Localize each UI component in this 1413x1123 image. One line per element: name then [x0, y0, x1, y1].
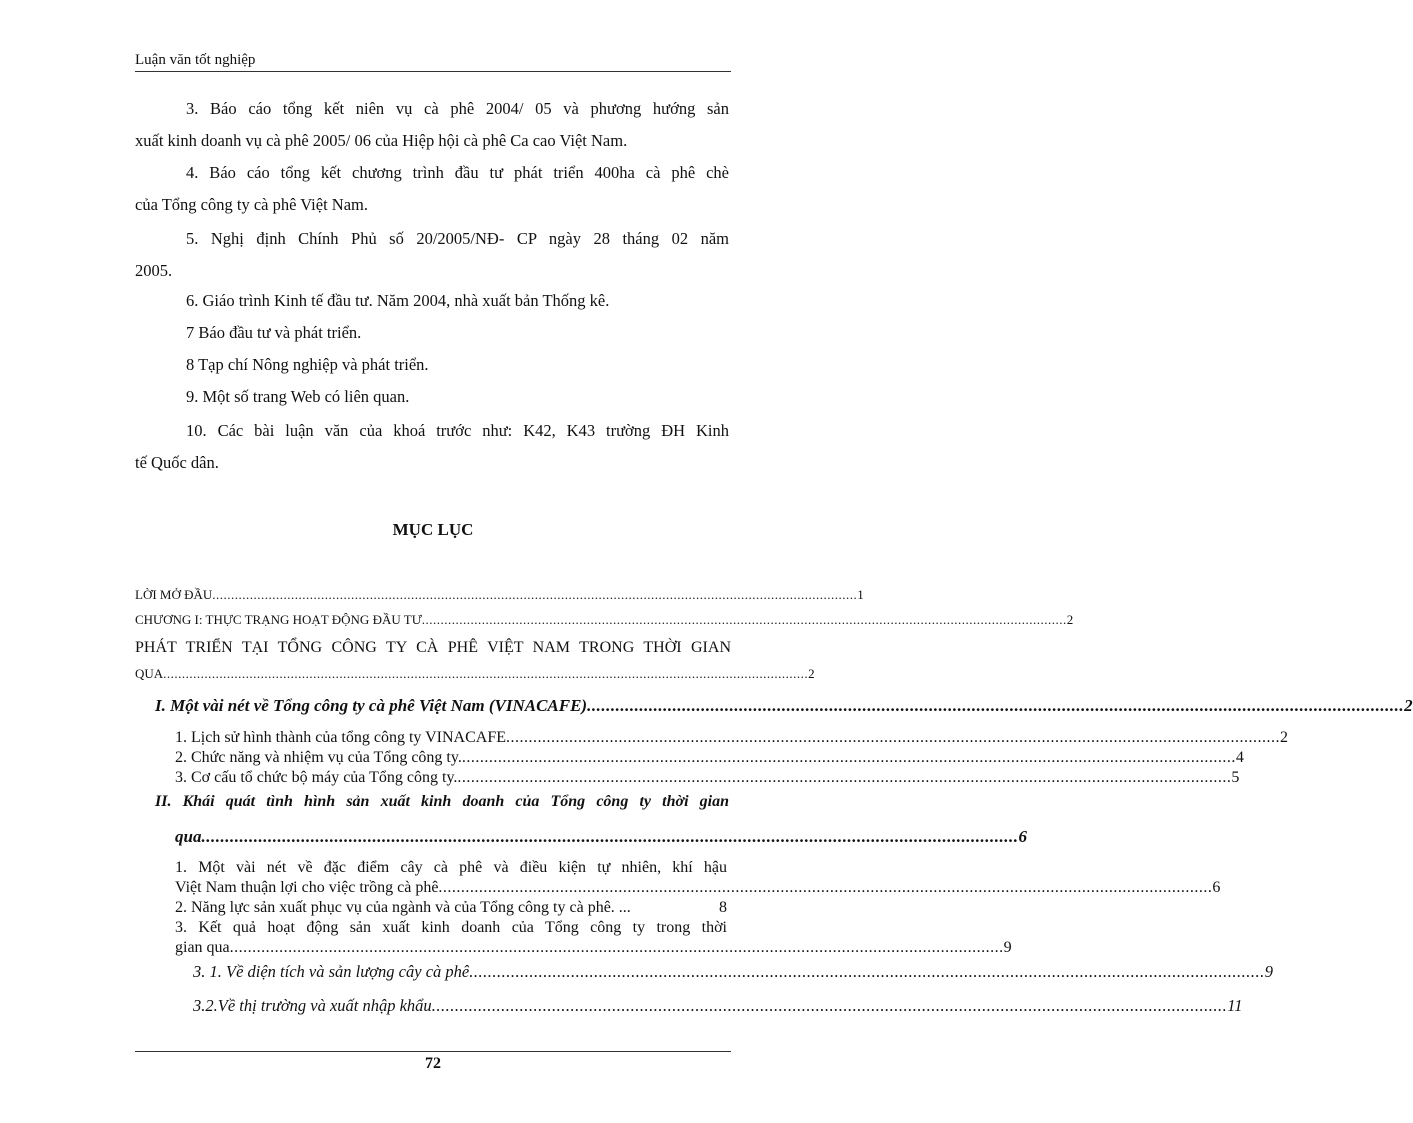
toc-page-number: 2 — [1066, 612, 1074, 627]
toc-title: MỤC LỤC — [392, 520, 474, 539]
toc-page-number: 2 — [1404, 696, 1413, 715]
page-number: 72 — [425, 1055, 441, 1072]
reference-item-continuation: của Tổng công ty cà phê Việt Nam. — [135, 195, 368, 214]
toc-page-number: 9 — [1264, 962, 1273, 981]
toc-entry-text: 3. Cơ cấu tổ chức bộ máy của Tổng công ty. — [175, 769, 458, 786]
reference-item: 9. Một số trang Web có liên quan. — [186, 387, 410, 406]
toc-page-number: 4 — [1235, 749, 1244, 766]
toc-entry-text: Việt Nam thuận lợi cho việc trồng cà phê — [175, 879, 439, 896]
toc-leader-dots: ............................................................................................................................................................................ — [163, 666, 809, 681]
toc-entry-item[interactable] — [175, 748, 1244, 768]
toc-entry-text: 3.2.Về thị trường và xuất nhập khẩu — [193, 996, 432, 1015]
toc-leader-dots: ............................................................................................................................................................................ — [506, 729, 1281, 746]
toc-entry-text: CHƯƠNG I: THỰC TRẠNG HOẠT ĐỘNG ĐẦU TƯ — [135, 612, 422, 627]
toc-entry-chapter-1[interactable] — [135, 611, 1074, 629]
toc-leader-dots: ............................................................................................................................................................................ — [212, 587, 858, 602]
toc-entry-text: I. Một vài nét về Tổng công ty cà phê Việt Nam (VINACAFE) — [155, 696, 588, 715]
reference-item: 10. Các bài luận văn của khoá trước như: K42, K43 trường ĐH Kinh — [186, 421, 729, 440]
toc-entry-text: gian qua — [175, 939, 230, 956]
toc-entry-item[interactable]: 3. Kết quả hoạt động sản xuất kinh doanh của Tổng công ty trong thời — [175, 919, 727, 936]
toc-entry-subitem[interactable] — [193, 996, 1243, 1016]
toc-leader-dots: ............................................................................................................................................................................ — [421, 612, 1067, 627]
toc-entry-text: 3. 1. Về diện tích và sản lượng cây cà phê — [193, 962, 470, 981]
toc-entry-text: qua — [175, 827, 202, 846]
reference-item-continuation: 2005. — [135, 261, 173, 280]
toc-entry-chapter-1-continuation: PHÁT TRIỂN TẠI TỔNG CÔNG TY CÀ PHÊ VIỆT NAM TRONG THỜI GIAN — [135, 639, 731, 656]
toc-leader-dots: ............................................................................................................................................................................ — [461, 749, 1236, 766]
reference-item: 6. Giáo trình Kinh tế đầu tư. Năm 2004, nhà xuất bản Thống kê. — [186, 291, 610, 310]
page-header: Luận văn tốt nghiệp — [135, 52, 256, 68]
footer-rule — [135, 1051, 731, 1052]
toc-entry-text: LỜI MỞ ĐẦU — [135, 587, 213, 602]
toc-leader-dots: ............................................................................................................................................................................ — [229, 939, 1004, 956]
toc-page-number: 11 — [1227, 996, 1243, 1015]
toc-page-number: 6 — [1018, 827, 1027, 846]
toc-entry-text: 2. Chức năng và nhiệm vụ của Tổng công ty. — [175, 749, 462, 766]
toc-leader-dots: ............................................................................................................................................................................ — [469, 962, 1265, 981]
toc-entry-text: 1. Lịch sử hình thành của tổng công ty VINACAFE — [175, 729, 507, 746]
toc-page-number: 2 — [808, 666, 815, 681]
toc-page-number: 2 — [1280, 729, 1289, 746]
toc-page-number: 6 — [1212, 879, 1221, 896]
toc-leader-dots: ............................................................................................................................................................................ — [438, 879, 1213, 896]
toc-entry-intro[interactable] — [135, 586, 864, 604]
reference-item: 7 Báo đầu tư và phát triển. — [186, 323, 362, 342]
toc-entry-chapter-1-end[interactable] — [135, 665, 815, 683]
toc-leader-dots: ............................................................................................................................................................................ — [587, 696, 1405, 715]
toc-entry-item-continuation[interactable] — [175, 878, 1221, 898]
toc-entry-item-continuation[interactable] — [175, 938, 1012, 958]
header-rule — [135, 71, 731, 72]
toc-leader-dots: ............................................................................................................................................................................ — [431, 996, 1228, 1015]
reference-item-continuation: tế Quốc dân. — [135, 453, 219, 472]
toc-page-number: 5 — [1231, 769, 1240, 786]
reference-item: 8 Tạp chí Nông nghiệp và phát triển. — [186, 355, 429, 374]
toc-entry-item[interactable] — [175, 898, 727, 918]
reference-item: 3. Báo cáo tổng kết niên vụ cà phê 2004/ 05 và phương hướng sản — [186, 99, 729, 118]
reference-item-continuation: xuất kinh doanh vụ cà phê 2005/ 06 của Hiệp hội cà phê Ca cao Việt Nam. — [135, 131, 628, 150]
toc-page-number: 1 — [857, 587, 864, 602]
toc-entry-subitem[interactable] — [193, 962, 1273, 982]
toc-entry-text: 2. Năng lực sản xuất phục vụ của ngành và của Tổng công ty cà phê. ... — [175, 899, 631, 916]
toc-leader-dots: ............................................................................................................................................................................ — [201, 827, 1019, 846]
toc-entry-item[interactable] — [175, 728, 1289, 748]
toc-entry-text: QUA — [135, 666, 164, 681]
toc-page-number: 8 — [719, 899, 727, 916]
toc-entry-section-1[interactable] — [155, 695, 1413, 717]
toc-entry-section-2-end[interactable] — [175, 826, 1027, 848]
reference-item: 4. Báo cáo tổng kết chương trình đầu tư phát triển 400ha cà phê chè — [186, 163, 729, 182]
toc-entry-section-2[interactable]: II. Khái quát tình hình sản xuất kinh doanh của Tổng công ty thời gian — [155, 793, 729, 810]
toc-entry-item[interactable] — [175, 768, 1240, 788]
reference-item: 5. Nghị định Chính Phủ số 20/2005/NĐ- CP ngày 28 tháng 02 năm — [186, 229, 729, 248]
toc-leader-dots: ............................................................................................................................................................................ — [457, 769, 1232, 786]
toc-page-number: 9 — [1003, 939, 1012, 956]
toc-entry-item[interactable]: 1. Một vài nét về đặc điểm cây cà phê và điều kiện tự nhiên, khí hậu — [175, 859, 727, 876]
